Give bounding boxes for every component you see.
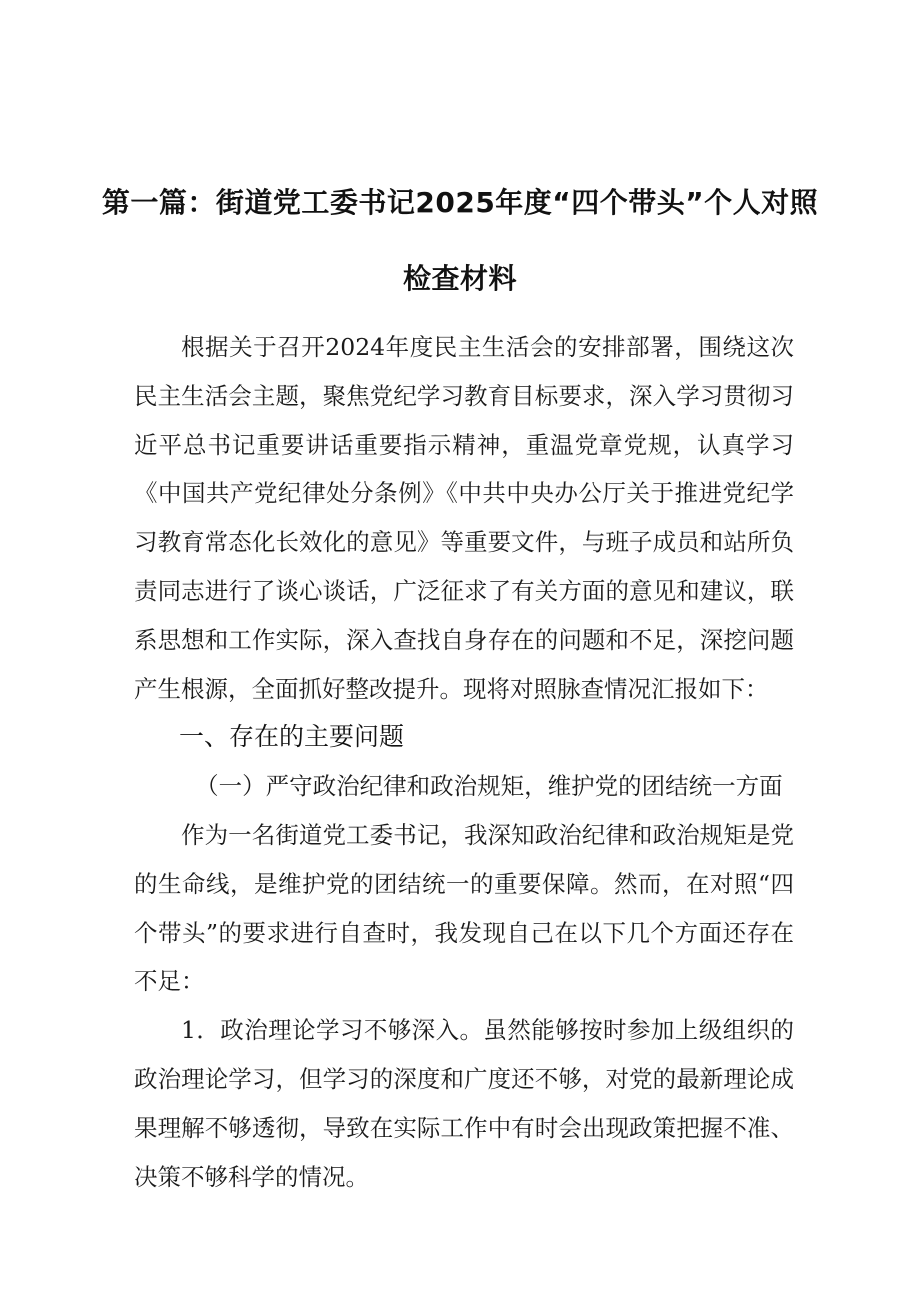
section-heading-problems: 一、存在的主要问题 bbox=[179, 722, 405, 752]
document-body bbox=[134, 323, 794, 1201]
intro-paragraph: 根据关于召开2024年度民主生活会的安排部署，围绕这次民主生活会主题，聚焦党纪学习教育目标要求，深入学习贯彻习近平总书记重要讲话重要指示精神，重温党章党规，认真学习《中国共产党纪律处分条例》《中共中央办公厅关于推进党纪学习教育常态化长效化的意见》等重要文件，与班子成员和站所负责同志进行了谈心谈话，广泛征求了有关方面的意见和建议，联系思想和工作实际，深入查找自身存在的问题和不足，深挖问题产生根源，全面抓好整改提升。现将对照脉查情况汇报如下： bbox=[134, 333, 794, 703]
subsection-heading-political-discipline: （一）严守政治纪律和政治规矩，维护党的团结统一方面 bbox=[195, 772, 783, 801]
document-title: 第一篇：街道党工委书记2025年度“四个带头”个人对照检查材料 bbox=[101, 186, 819, 295]
list-item: 1．政治理论学习不够深入。虽然能够按时参加上级组织的政治理论学习，但学习的深度和广度还不够，对党的最新理论成果理解不够透彻，导致在实际工作中有时会出现政策把握不准、决策不够科学的情况。 bbox=[134, 1016, 794, 1191]
subsection-paragraph: 作为一名街道党工委书记，我深知政治纪律和政治规矩是党的生命线，是维护党的团结统一的重要保障。然而，在对照“四个带头”的要求进行自查时，我发现自己在以下几个方面还存在不足： bbox=[134, 820, 794, 996]
